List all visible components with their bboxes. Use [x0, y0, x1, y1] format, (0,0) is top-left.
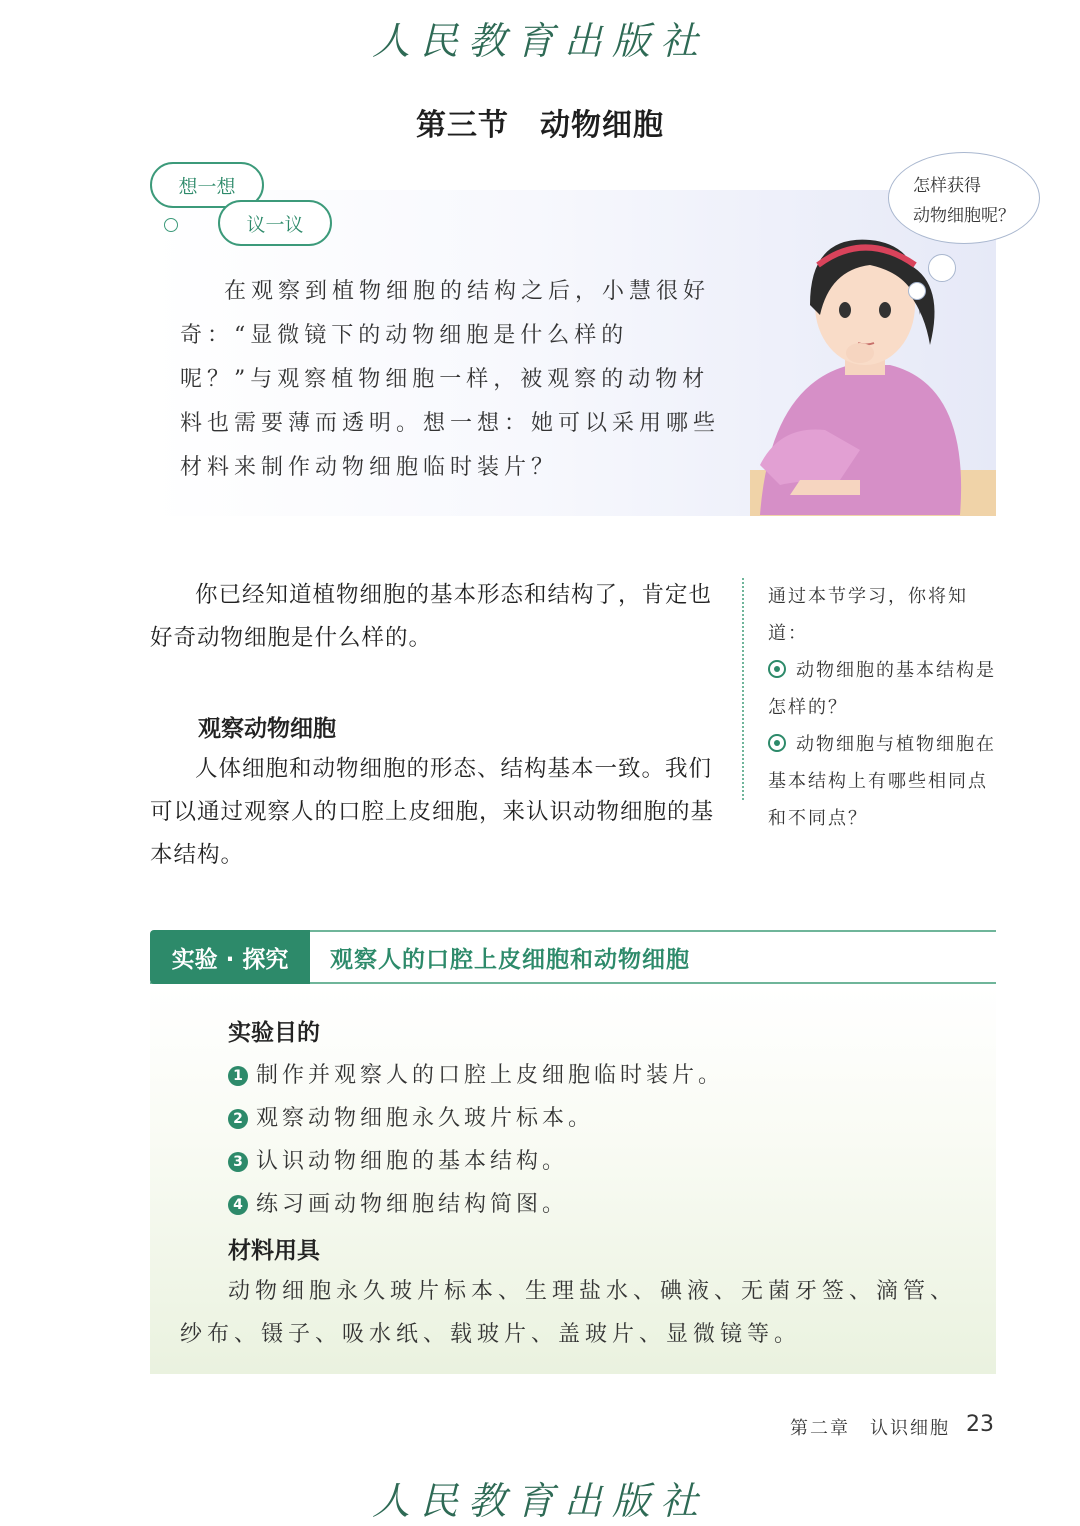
observe-heading: 观察动物细胞 — [198, 716, 336, 742]
story-paragraph — [180, 270, 720, 490]
experiment-tag: 实验 · 探究 — [150, 930, 310, 984]
publisher-watermark-top: 人民教育出版社 — [371, 19, 708, 63]
discuss-cloud-label: 议一议 — [246, 213, 304, 236]
purpose-item: 3 认识动物细胞的基本结构。 — [228, 1140, 724, 1183]
think-cloud-label: 想一想 — [178, 175, 236, 198]
purpose-list — [228, 1054, 724, 1226]
discuss-cloud — [218, 200, 332, 246]
number-badge: 1 — [228, 1066, 248, 1086]
circle-bullet-icon — [768, 734, 786, 752]
circle-bullet-icon — [768, 660, 786, 678]
bubble-dot-small — [908, 282, 926, 300]
observe-text: 人体细胞和动物细胞的形态、结构基本一致。我们可以通过观察人的口腔上皮细胞，来认识动物细胞的基本结构。 — [150, 756, 715, 868]
side-note-title: 通过本节学习，你将知道： — [768, 586, 968, 644]
bubble-text-line2: 动物细胞呢？ — [913, 206, 1015, 226]
section-title: 第三节 动物细胞 — [416, 108, 664, 143]
materials-text: 动物细胞永久玻片标本、生理盐水、碘液、无菌牙签、滴管、纱布、镊子、吸水纸、载玻片、盖玻片、显微镜等。 — [180, 1279, 958, 1347]
intro-paragraph — [150, 574, 722, 660]
page-number: 23 — [966, 1412, 994, 1437]
purpose-item: 2 观察动物细胞永久玻片标本。 — [228, 1097, 724, 1140]
purpose-item: 1 制作并观察人的口腔上皮细胞临时装片。 — [228, 1054, 724, 1097]
thought-bubble — [888, 152, 1040, 244]
purpose-item: 4 练习画动物细胞结构简图。 — [228, 1183, 724, 1226]
intro-text: 你已经知道植物细胞的基本形态和结构了，肯定也好奇动物细胞是什么样的。 — [150, 582, 713, 651]
number-badge: 3 — [228, 1152, 248, 1172]
learning-objectives-note — [742, 578, 997, 829]
observe-paragraph — [150, 748, 722, 877]
purpose-heading: 实验目的 — [228, 1020, 320, 1046]
story-text: 在观察到植物细胞的结构之后，小慧很好奇：“显微镜下的动物细胞是什么样的呢？”与观察植物细胞一样，被观察的动物材料也需要薄而透明。想一想：她可以采用哪些材料来制作动物细胞临时装片？ — [180, 279, 721, 480]
experiment-header — [150, 930, 996, 984]
experiment-title: 观察人的口腔上皮细胞和动物细胞 — [330, 946, 690, 973]
publisher-watermark-bottom: 人民教育出版社 — [371, 1479, 708, 1523]
side-note-item-2: 动物细胞与植物细胞在基本结构上有哪些相同点和不同点？ — [768, 734, 996, 829]
materials-heading: 材料用具 — [228, 1238, 320, 1264]
girl-thinking-illustration — [740, 225, 996, 516]
cloud-dot — [164, 218, 178, 232]
side-note-item-1: 动物细胞的基本结构是怎样的？ — [768, 660, 996, 718]
footer-chapter: 第二章 认识细胞 — [790, 1418, 950, 1439]
number-badge: 2 — [228, 1109, 248, 1129]
bubble-text-line1: 怎样获得 — [913, 176, 981, 196]
bubble-dot-large — [928, 254, 956, 282]
number-badge: 4 — [228, 1195, 248, 1215]
